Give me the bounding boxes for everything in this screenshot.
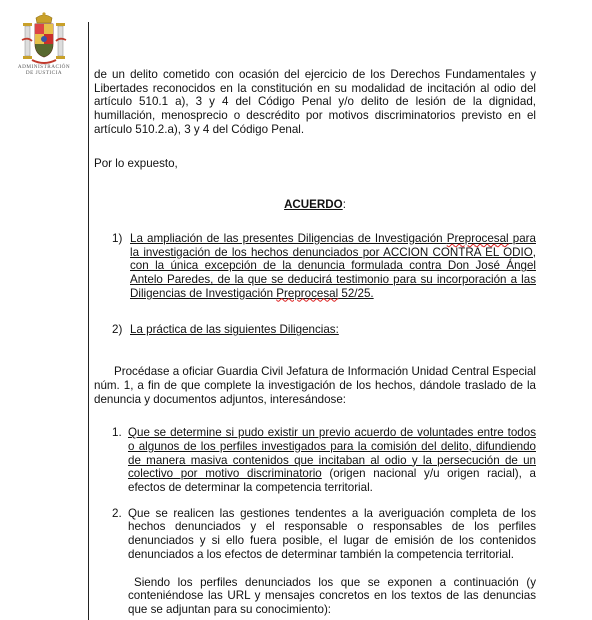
acuerdo-heading-text: ACUERDO [284,198,343,212]
acuerdo-text: La práctica de las siguientes Diligencias: [130,323,339,337]
acuerdo-text-part: La ampliación de las presentes Diligencias de Investigación [130,231,447,245]
diligencia-text: Que se realicen las gestiones tendentes a la averiguación completa de los hechos denunciados y el responsable o responsables de los perfiles denunciados y si ello fuera posible, el lugar de emisión de los contenidos denunciados a los efectos de determinar también la competencia territorial. [128,506,536,561]
diligencia-number: 1. [112,426,122,440]
acuerdo-number: 2) [112,323,123,337]
document-body [94,68,536,617]
acuerdo-item-2 [94,323,536,337]
spellcheck-word: Preprocesal [446,231,509,245]
admin-label-line2: DE JUSTICIA [25,70,63,76]
diligencia-underlined: Que se determine si pudo existir un previo acuerdo de voluntades entre todos o algunos de los perfiles investigados para la comisión del delito, difundiendo de manera masiva contenidos que incitaban al odio y la persecución de un colectivo por motivo discriminatorio [128,426,536,481]
acuerdo-text [130,232,536,301]
spellcheck-word: Preprocesal [276,286,339,300]
acuerdo-number: 1) [112,231,123,245]
diligencia-item-2 [94,507,536,562]
acuerdo-text-part: para la investigación de los hechos denunciados por ACCION CONTRA EL ODIO, con la única excepción de la denuncia formulada contra Don José Ángel Antelo Paredes, de la que se deducirá testimonio para su incorporación a las Diligencias de Investigación [130,231,536,300]
diligencia-number: 2. [112,506,122,520]
profiles-paragraph: Siendo los perfiles denunciados los que se exponen a continuación (y conteniéndose las URL y mensajes concretos en los textos de las denuncias que se adjuntan para su conocimiento): [128,575,536,616]
page-margin [0,0,88,620]
intro-paragraph: de un delito cometido con ocasión del ejercicio de los Derechos Fundamentales y Libertades reconocidos en la constitución en su modalidad de incitación al odio del artículo 510.1 a), 3 y 4 del Código Penal y/o delito de lesión de la dignidad, humillación, menosprecio o descrédito por motivos discriminatorios previsto en el artículo 510.2.a), 3 y 4 del Código Penal. [94,68,536,136]
acuerdo-heading-colon: : [342,198,346,212]
spain-coat-of-arms-icon [14,10,74,70]
diligencia-item-1 [94,426,536,495]
diligencia-text [128,426,536,495]
admin-label-line1: ADMINISTRACIÓN [17,64,71,70]
acuerdo-heading [94,198,536,212]
margin-rule [88,22,89,620]
acuerdo-item-1 [94,232,536,301]
closing-line: Por lo expuesto, [94,156,178,170]
admin-label [10,64,78,76]
acuerdo-text-part: 52/25. [338,286,374,300]
diligencia-rest: (origen nacional y/u origen racial), a efectos de determinar la competencia territorial. [128,467,536,495]
procedase-paragraph: Procédase a oficiar Guardia Civil Jefatura de Información Unidad Central Especial núm. 1, a fin de que complete la investigación de los hechos, dándole traslado de la denuncia y documentos adjuntos, interesándose: [94,365,536,406]
